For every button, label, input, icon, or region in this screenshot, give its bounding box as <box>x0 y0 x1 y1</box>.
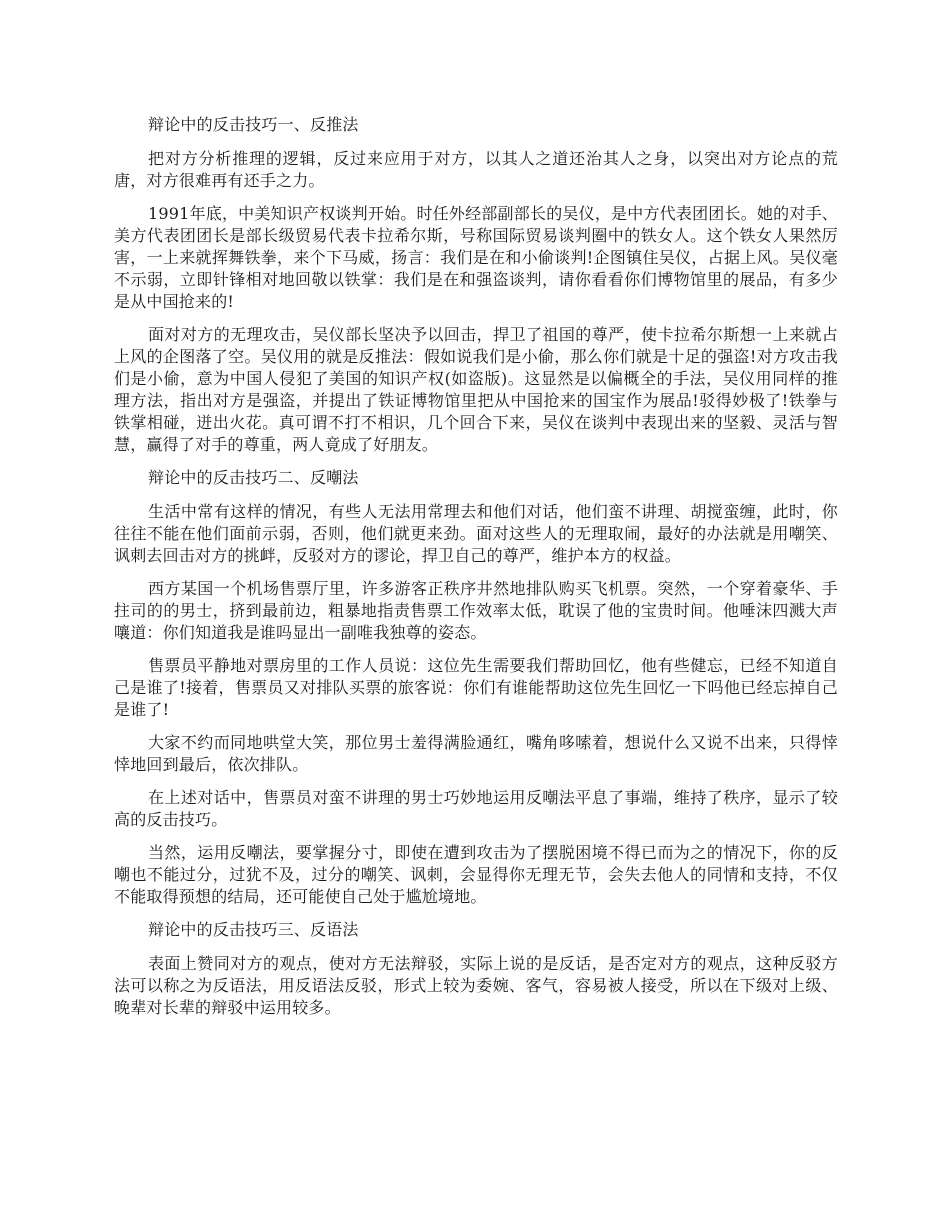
paragraph: 表面上赞同对方的观点，使对方无法辩驳，实际上说的是反话，是否定对方的观点，这种反驳方法可以称之为反语法，用反语法反驳，形式上较为委婉、客气，容易被人接受，所以在下级对上级、晚辈对长辈的辩驳中运用较多。 <box>114 954 838 1017</box>
section-heading-1: 辩论中的反击技巧一、反推法 <box>148 115 359 134</box>
paragraph: 1991年底，中美知识产权谈判开始。时任外经部副部长的吴仪，是中方代表团团长。她的对手、美方代表团团长是部长级贸易代表卡拉希尔斯，号称国际贸易谈判圈中的铁女人。这个铁女人果然厉害，一上来就挥舞铁拳，来个下马威，扬言：我们是在和小偷谈判!企图镇住吴仪，占据上风。吴仪毫不示弱，立即针锋相对地回敬以铁掌：我们是在和强盗谈判，请你看看你们博物馆里的展品，有多少是从中国抢来的! <box>114 204 838 311</box>
paragraph: 面对对方的无理攻击，吴仪部长坚决予以回击，捍卫了祖国的尊严，使卡拉希尔斯想一上来就占上风的企图落了空。吴仪用的就是反推法：假如说我们是小偷，那么你们就是十足的强盗!对方攻击我们是小偷，意为中国人侵犯了美国的知识产权(如盗版)。这显然是以偏概全的手法，吴仪用同样的推理方法，指出对方是强盗，并提出了铁证博物馆里把从中国抢来的国宝作为展品!驳得妙极了!铁拳与铁掌相碰，迸出火花。真可谓不打不相识，几个回合下来，吴仪在谈判中表现出来的坚毅、灵活与智慧，赢得了对手的尊重，两人竟成了好朋友。 <box>114 325 838 454</box>
paragraph: 西方某国一个机场售票厅里，许多游客正秩序井然地排队购买飞机票。突然，一个穿着豪华、手拄司的的男士，挤到最前边，粗暴地指责售票工作效率太低，耽误了他的宝贵时间。他唾沫四溅大声嚷道：你们知道我是谁吗显出一副唯我独尊的姿态。 <box>114 579 838 642</box>
document-body <box>114 114 838 1030</box>
paragraph: 售票员平静地对票房里的工作人员说：这位先生需要我们帮助回忆，他有些健忘，已经不知道自己是谁了!接着，售票员又对排队买票的旅客说：你们有谁能帮助这位先生回忆一下吗他已经忘掉自己是谁了! <box>114 656 838 719</box>
paragraph: 生活中常有这样的情况，有些人无法用常理去和他们对话，他们蛮不讲理、胡搅蛮缠，此时，你往往不能在他们面前示弱，否则，他们就更来劲。面对这些人的无理取闹，最好的办法就是用嘲笑、讽刺去回击对方的挑衅，反驳对方的谬论，捍卫自己的尊严，维护本方的权益。 <box>114 502 838 565</box>
paragraph: 当然，运用反嘲法，要掌握分寸，即使在遭到攻击为了摆脱困境不得已而为之的情况下，你的反嘲也不能过分，过犹不及，过分的嘲笑、讽刺，会显得你无理无节，会失去他人的同情和支持，不仅不能取得预想的结局，还可能使自己处于尴尬境地。 <box>114 843 838 906</box>
paragraph: 大家不约而同地哄堂大笑，那位男士羞得满脸通红，嘴角哆嗦着，想说什么又说不出来，只得悻悻地回到最后，依次排队。 <box>114 733 838 774</box>
section-heading-3: 辩论中的反击技巧三、反语法 <box>148 920 359 939</box>
paragraph: 把对方分析推理的逻辑，反过来应用于对方，以其人之道还治其人之身，以突出对方论点的荒唐，对方很难再有还手之力。 <box>114 149 838 190</box>
paragraph: 在上述对话中，售票员对蛮不讲理的男士巧妙地运用反嘲法平息了事端，维持了秩序，显示了较高的反击技巧。 <box>114 788 838 829</box>
section-heading-2: 辩论中的反击技巧二、反嘲法 <box>148 468 359 487</box>
